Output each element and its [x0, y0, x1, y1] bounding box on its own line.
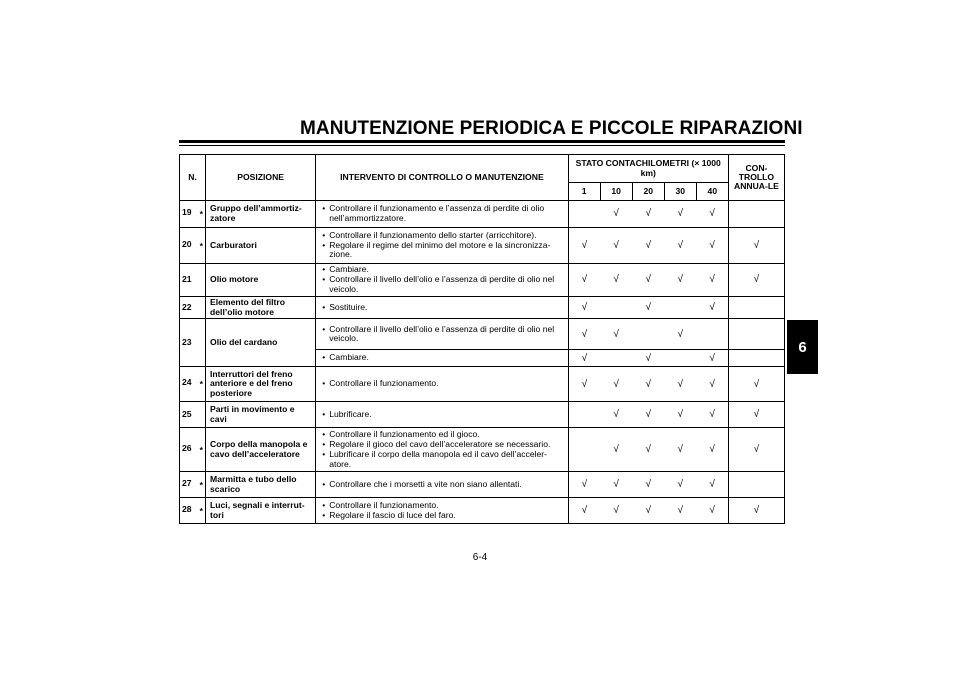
annual-check-cell: √ [728, 402, 784, 428]
position-cell: Olio motore [206, 264, 316, 297]
row-number: 23 [182, 336, 192, 347]
intervention-item: • Regolare il fascio di luce del faro. [320, 511, 565, 521]
table-row [180, 264, 785, 297]
row-number: 24 [182, 377, 192, 388]
intervention-cell [316, 350, 568, 367]
header-km-10: 10 [600, 183, 632, 201]
table-row [180, 367, 785, 402]
row-number: 26 [182, 442, 192, 453]
asterisk-marker: * [199, 444, 204, 455]
check-cell: √ [696, 201, 728, 228]
asterisk-marker: * [199, 209, 204, 220]
header-km-20: 20 [632, 183, 664, 201]
intervention-item: • Regolare il gioco del cavo dell’acceleratore se necessario. [320, 440, 565, 450]
position-cell: Interruttori del freno anteriore e del freno posteriore [206, 367, 316, 402]
position-cell: Parti in movimento e cavi [206, 402, 316, 428]
intervention-item: • Controllare il funzionamento dello starter (arricchitore). [320, 231, 565, 241]
intervention-list [320, 325, 565, 345]
intervention-item: • Cambiare. [320, 353, 565, 363]
row-number: 21 [182, 273, 192, 284]
annual-check-cell [728, 296, 784, 319]
check-cell: √ [568, 228, 600, 264]
check-cell: √ [696, 296, 728, 319]
check-cell: √ [696, 402, 728, 428]
intervention-cell [316, 402, 568, 428]
check-cell: √ [632, 402, 664, 428]
check-cell: √ [664, 264, 696, 297]
row-number-cell [180, 428, 206, 472]
title-rule [179, 140, 785, 143]
intervention-list [320, 231, 565, 261]
position-cell: Gruppo dell’ammortiz-zatore [206, 201, 316, 228]
intervention-item: • Controllare il funzionamento e l’assenza di perdite di olio nell’ammortizzatore. [320, 204, 565, 224]
page-number: 6-4 [472, 552, 488, 563]
intervention-cell [316, 228, 568, 264]
check-cell [696, 319, 728, 350]
check-cell [568, 402, 600, 428]
intervention-list [320, 379, 565, 389]
check-cell [664, 296, 696, 319]
check-cell: √ [632, 472, 664, 498]
check-cell: √ [632, 201, 664, 228]
intervention-list [320, 480, 565, 490]
check-cell: √ [696, 264, 728, 297]
page-title: MANUTENZIONE PERIODICA E PICCOLE RIPARAZIONI [300, 118, 803, 139]
header-km-40: 40 [696, 183, 728, 201]
asterisk-marker: * [199, 379, 204, 390]
intervention-cell [316, 472, 568, 498]
intervention-cell [316, 201, 568, 228]
check-cell: √ [600, 402, 632, 428]
check-cell: √ [664, 367, 696, 402]
maintenance-table [179, 154, 785, 524]
row-number: 27 [182, 477, 192, 488]
annual-check-cell: √ [728, 428, 784, 472]
annual-check-cell: √ [728, 367, 784, 402]
table-row [180, 498, 785, 524]
check-cell: √ [664, 228, 696, 264]
check-cell [568, 201, 600, 228]
intervention-cell [316, 264, 568, 297]
position-cell: Elemento del filtro dell’olio motore [206, 296, 316, 319]
table-row [180, 228, 785, 264]
row-number-cell [180, 201, 206, 228]
row-number-cell [180, 472, 206, 498]
check-cell [600, 296, 632, 319]
check-cell: √ [664, 402, 696, 428]
intervention-list [320, 430, 565, 470]
annual-check-cell: √ [728, 264, 784, 297]
position-cell: Marmitta e tubo dello scarico [206, 472, 316, 498]
header-annual: CON-TROLLO ANNUA-LE [728, 155, 784, 201]
row-number-cell [180, 296, 206, 319]
check-cell: √ [600, 367, 632, 402]
check-cell: √ [568, 296, 600, 319]
check-cell: √ [696, 472, 728, 498]
intervention-list [320, 204, 565, 224]
intervention-item: • Regolare il regime del minimo del motore e la sincronizza-zione. [320, 241, 565, 261]
table-row [180, 296, 785, 319]
check-cell: √ [600, 228, 632, 264]
intervention-item: • Controllare che i morsetti a vite non siano allentati. [320, 480, 565, 490]
position-cell: Carburatori [206, 228, 316, 264]
check-cell: √ [568, 498, 600, 524]
intervention-cell [316, 367, 568, 402]
table-body [180, 201, 785, 524]
row-number-cell [180, 228, 206, 264]
row-number-cell [180, 264, 206, 297]
intervention-cell [316, 296, 568, 319]
check-cell: √ [664, 319, 696, 350]
check-cell [568, 428, 600, 472]
check-cell: √ [600, 498, 632, 524]
check-cell: √ [600, 472, 632, 498]
check-cell [664, 350, 696, 367]
check-cell: √ [632, 428, 664, 472]
check-cell: √ [632, 350, 664, 367]
check-cell: √ [600, 428, 632, 472]
intervention-cell [316, 319, 568, 350]
intervention-item: • Lubrificare il corpo della manopola ed il cavo dell’acceler-atore. [320, 450, 565, 470]
row-number: 20 [182, 238, 192, 249]
row-number: 25 [182, 408, 192, 419]
row-number-cell [180, 498, 206, 524]
intervention-cell [316, 428, 568, 472]
table-row [180, 319, 785, 350]
intervention-list [320, 303, 565, 313]
intervention-item: • Controllare il funzionamento. [320, 379, 565, 389]
header-n: N. [180, 155, 206, 201]
annual-check-cell [728, 472, 784, 498]
check-cell: √ [696, 428, 728, 472]
row-number: 22 [182, 301, 192, 312]
table-row [180, 472, 785, 498]
annual-check-cell: √ [728, 228, 784, 264]
check-cell [600, 350, 632, 367]
asterisk-marker: * [199, 240, 204, 251]
table-row [180, 428, 785, 472]
check-cell: √ [664, 201, 696, 228]
header-odometer: STATO CONTACHILOMETRI (× 1000 km) [568, 155, 728, 183]
table-row [180, 402, 785, 428]
intervention-item: • Lubrificare. [320, 410, 565, 420]
intervention-item: • Controllare il funzionamento ed il gioco. [320, 430, 565, 440]
check-cell: √ [696, 367, 728, 402]
intervention-item: • Sostituire. [320, 303, 565, 313]
table-row [180, 201, 785, 228]
row-number: 19 [182, 207, 192, 218]
position-cell: Corpo della manopola e cavo dell’acceleratore [206, 428, 316, 472]
intervention-cell [316, 498, 568, 524]
intervention-item: • Controllare il funzionamento. [320, 501, 565, 511]
header-position: POSIZIONE [206, 155, 316, 201]
check-cell: √ [664, 472, 696, 498]
check-cell: √ [632, 498, 664, 524]
check-cell: √ [568, 472, 600, 498]
intervention-item: • Controllare il livello dell’olio e l’assenza di perdite di olio nel veicolo. [320, 325, 565, 345]
check-cell: √ [632, 367, 664, 402]
check-cell: √ [600, 319, 632, 350]
intervention-list [320, 501, 565, 521]
check-cell: √ [632, 296, 664, 319]
row-number: 28 [182, 503, 192, 514]
check-cell: √ [568, 264, 600, 297]
annual-check-cell: √ [728, 498, 784, 524]
asterisk-marker: * [199, 479, 204, 490]
check-cell [632, 319, 664, 350]
intervention-item: • Cambiare. [320, 265, 565, 275]
asterisk-marker: * [199, 505, 204, 516]
header-km-1: 1 [568, 183, 600, 201]
position-cell: Luci, segnali e interrut-tori [206, 498, 316, 524]
check-cell: √ [664, 498, 696, 524]
check-cell: √ [568, 319, 600, 350]
check-cell: √ [568, 367, 600, 402]
check-cell: √ [600, 201, 632, 228]
intervention-list [320, 353, 565, 363]
check-cell: √ [696, 350, 728, 367]
check-cell: √ [664, 428, 696, 472]
check-cell: √ [696, 498, 728, 524]
intervention-list [320, 265, 565, 295]
intervention-item: • Controllare il livello dell’olio e l’assenza di perdite di olio nel veicolo. [320, 275, 565, 295]
check-cell: √ [632, 264, 664, 297]
check-cell: √ [568, 350, 600, 367]
row-number-cell [180, 402, 206, 428]
header-km-30: 30 [664, 183, 696, 201]
row-number-cell [180, 319, 206, 367]
intervention-list [320, 410, 565, 420]
check-cell: √ [632, 228, 664, 264]
row-number-cell [180, 367, 206, 402]
chapter-tab[interactable]: 6 [787, 320, 818, 374]
position-cell: Olio del cardano [206, 319, 316, 367]
check-cell: √ [600, 264, 632, 297]
annual-check-cell [728, 350, 784, 367]
header-intervention: INTERVENTO DI CONTROLLO O MANUTENZIONE [316, 155, 568, 201]
check-cell: √ [696, 228, 728, 264]
annual-check-cell [728, 319, 784, 350]
title-rule-thin [179, 145, 785, 146]
annual-check-cell [728, 201, 784, 228]
